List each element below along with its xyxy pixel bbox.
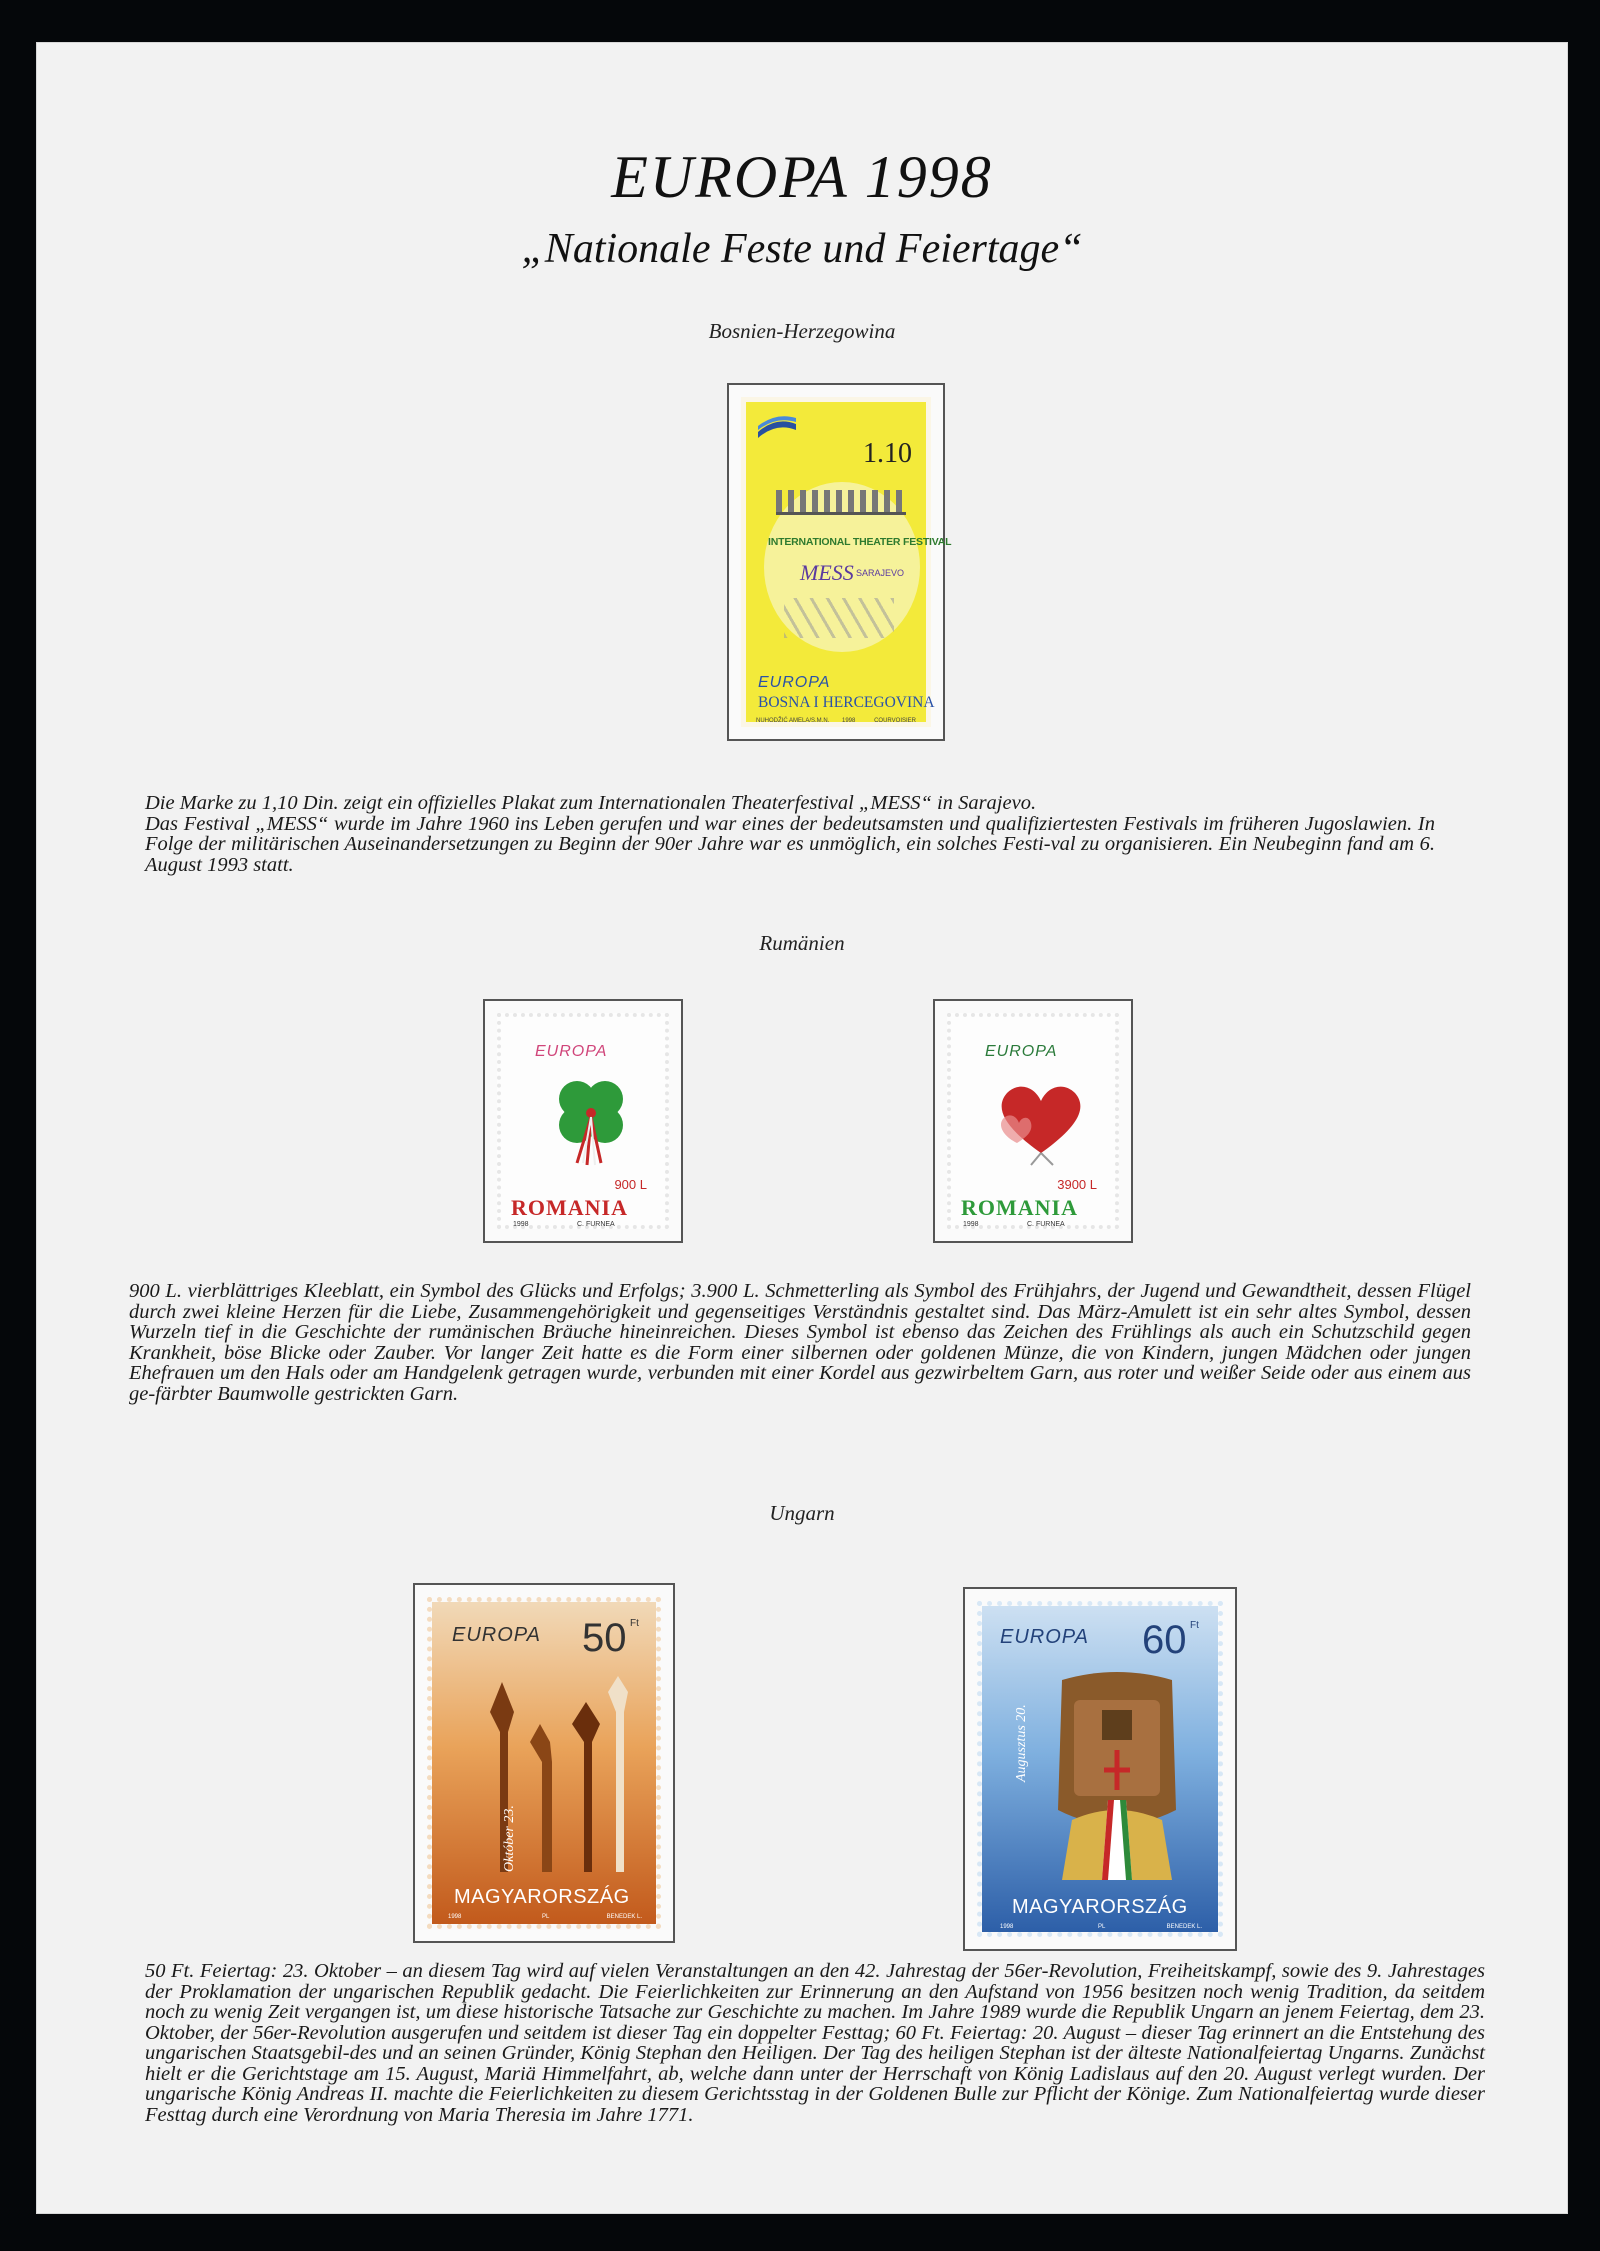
figures-illustration (784, 598, 894, 638)
description-paragraph: 900 L. vierblättriges Kleeblatt, ein Symbol des Glücks und Erfolgs; 3.900 L. Schmetterling als Symbol des Frühjahrs, der Jugend und Gewandtheit, dessen Flügel durch zwei kleine Herzen für die Liebe, Zusammengehörigkeit und gegenseitiges Verständnis gestaltet sind. Das März-Amulett ist ein sehr altes Symbol, dessen Wurzeln tief in die Geschichte der rumänischen Bräuche hineinreichen. Dieses Symbol ist ebenso das Zeichen des Frühlings als auch ein Schutzschild gegen Krankheit, böse Blicke oder Zauber. Vor langer Zeit hatte es die Form einer silbernen oder goldenen Münze, die von Kindern, jungen Mädchen oder jungen Ehefrauen um den Hals oder am Handgelenk getragen wurde, verbunden mit einer Kordel aus gezwirbeltem Garn, aus roter und weißer Seide oder aus einem aus ge-färbter Baumwolle gestrickten Garn. (129, 1280, 1471, 1405)
stamp-hungary-50 (427, 1597, 661, 1929)
stamp-mount-bosnia (727, 383, 952, 741)
year-label: 1998 (842, 718, 856, 724)
figures-illustration (776, 490, 906, 515)
country-label: MAGYARORSZÁG (1012, 1896, 1188, 1918)
stamp-value: 1.10 (863, 438, 912, 469)
europa-label: EUROPA (985, 1043, 1058, 1060)
festival-label: INTERNATIONAL THEATER FESTIVAL (768, 536, 952, 548)
city-label: SARAJEVO (856, 568, 905, 578)
heart-butterfly-icon (987, 1073, 1095, 1169)
country-heading-hungary: Ungarn (769, 1501, 835, 1525)
stamp-mount-hungary-2 (963, 1587, 1237, 1951)
europa-label: EUROPA (535, 1043, 608, 1060)
designer-label: NUHODŽIĆ AMELA/S.M.N. (756, 718, 830, 724)
stamp-value: 3900 L (1057, 1177, 1097, 1192)
description-bosnia (145, 793, 1435, 875)
stamp-value: 60 (1142, 1618, 1187, 1662)
stamp-unit: Ft (630, 1618, 639, 1629)
stamp-value: 50 (582, 1616, 627, 1660)
stamp-value: 900 L (614, 1177, 647, 1192)
designer-label: BENEDEK L. (606, 1914, 642, 1920)
country-label: ROMANIA (961, 1195, 1078, 1220)
date-side-label: Augusztus 20. (1014, 1704, 1029, 1782)
europa-label: EUROPA (452, 1624, 541, 1646)
printer-label: COURVOISIER (874, 718, 916, 724)
country-label: MAGYARORSZÁG (454, 1886, 630, 1908)
carved-grave-posts-icon (472, 1672, 642, 1872)
europa-label: EUROPA (1000, 1626, 1089, 1648)
description-romania (129, 1281, 1471, 1404)
stamp-romania-900 (497, 1013, 669, 1229)
description-paragraph: 50 Ft. Feiertag: 23. Oktober – an diesem Tag wird auf vielen Veranstaltungen an den 42. Jahrestag der 56er-Revolution, Freiheitskampf, sowie des 9. Jahrestages der Proklamation der ungarischen Republik gedacht. Die Feierlichkeiten zur Erinnerung an den Aufstand von 1956 besitzen noch wenig Tradition, da seitdem noch zu wenig Zeit vergangen ist, um diese historische Tatsache zur Geschichte zu machen. Im Jahre 1989 wurde die Republik Ungarn an jenem Feiertag, dem 23. Oktober, der 56er-Revolution ausgerufen und seitdem ist dieser Tag ein doppelter Festtag; 60 Ft. Feiertag: 20. August – dieser Tag erinnert an die Entstehung des ungarischen Staatsgebil-des und an seinen Gründer, König Stephan den Heiligen. Der Tag des heiligen Stephan ist der älteste Nationalfeiertag Ungarns. Zunächst hielt er die Gerichtstage am 15. August, Mariä Himmelfahrt, ab, welche dann unter der Herrschaft von König Ladislaus auf den 20. August verlegt wurden. Der ungarische König Andreas II. machte die Feierlichkeiten zu diesem Gerichtsstag in der Goldenen Bulle zur Pflicht der Könige. Zum Nationalfeiertag wurde dieser Festtag durch eine Verordnung von Maria Theresia im Jahre 1771. (145, 1960, 1485, 2126)
four-leaf-clover-icon (547, 1073, 635, 1169)
holy-crown-wheat-icon (1042, 1670, 1192, 1890)
designer-label: C. FURNEA (577, 1221, 615, 1228)
country-heading-bosnia: Bosnien-Herzegowina (708, 319, 896, 343)
stamp-mount-hungary-1 (413, 1583, 675, 1943)
country-label: BOSNA I HERCEGOVINA (758, 694, 935, 711)
year-label: 1998 (1000, 1924, 1014, 1930)
description-paragraph: Das Festival „MESS“ wurde im Jahre 1960 ins Leben gerufen und war eines der bedeutsamsten und qualifiziertesten Festivals im früheren Jugoslawien. In Folge der militärischen Auseinandersetzungen zu Beginn der 90er Jahre war es unmöglich, ein solches Festi-val zu organisieren. Ein Neubeginn fand am 6. August 1993 statt. (145, 812, 1435, 876)
designer-label: C. FURNEA (1027, 1221, 1065, 1228)
description-paragraph: Die Marke zu 1,10 Din. zeigt ein offizielles Plakat zum Internationalen Theaterfestival „MESS“ in Sarajevo. (145, 792, 1037, 814)
country-heading-romania: Rumänien (759, 931, 845, 955)
album-page (36, 42, 1568, 2214)
designer-label: BENEDEK L. (1166, 1924, 1202, 1930)
europa-logo-icon (756, 414, 798, 440)
country-label: ROMANIA (511, 1195, 628, 1220)
date-side-label: Október 23. (502, 1805, 517, 1872)
description-hungary (145, 1961, 1485, 2125)
stamp-romania-3900 (947, 1013, 1119, 1229)
mark-label: PL (1098, 1924, 1106, 1930)
year-label: 1998 (513, 1221, 529, 1228)
page-title: EUROPA 1998 (611, 144, 993, 210)
year-label: 1998 (963, 1221, 979, 1228)
page-subtitle: „Nationale Feste und Feiertage“ (521, 226, 1083, 272)
mark-label: PL (542, 1914, 550, 1920)
stamp-hungary-60 (977, 1601, 1223, 1937)
europa-label: EUROPA (758, 674, 831, 691)
year-label: 1998 (448, 1914, 462, 1920)
mess-label: MESS (800, 560, 854, 585)
stamp-bosnia (741, 397, 952, 727)
stamp-mount-romania-1 (483, 999, 683, 1243)
stamp-mount-romania-2 (933, 999, 1133, 1243)
stamp-unit: Ft (1190, 1620, 1199, 1631)
